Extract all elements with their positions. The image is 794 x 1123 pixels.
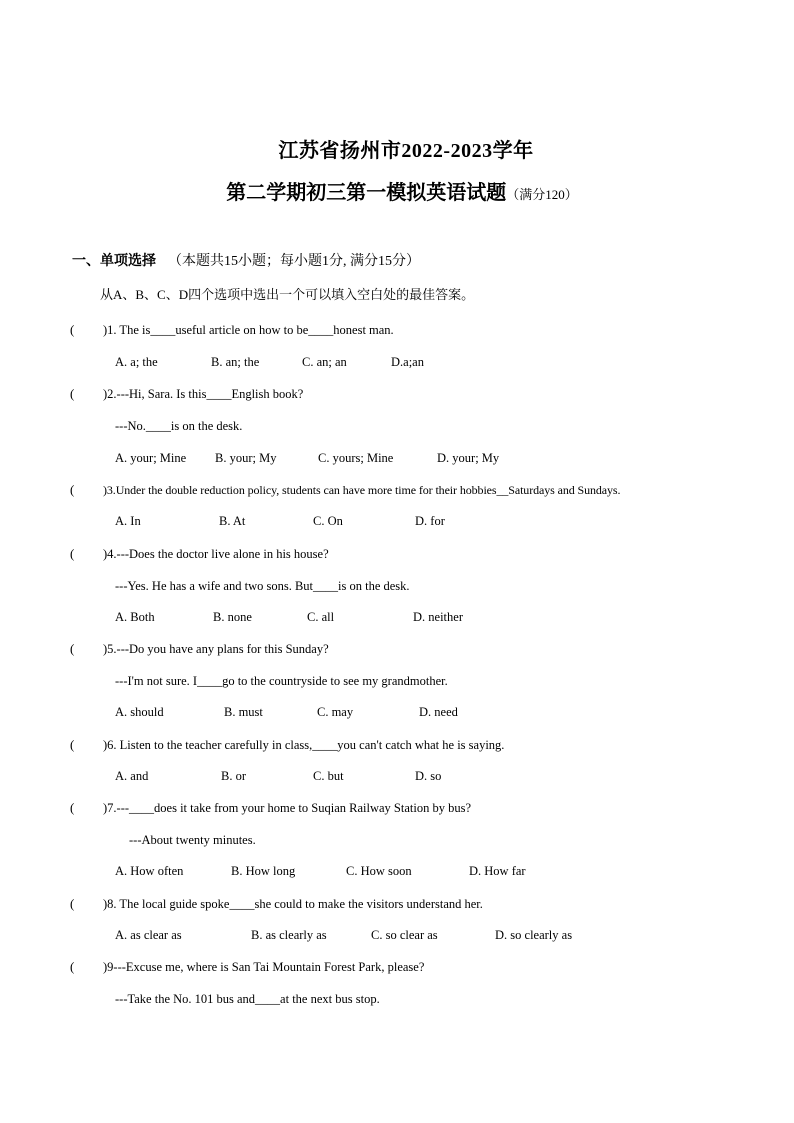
option-c: C. but	[313, 769, 344, 783]
option-b: B. must	[224, 705, 263, 719]
answer-paren: (	[70, 959, 75, 974]
option-b: B. At	[219, 514, 246, 528]
answer-paren: (	[70, 386, 75, 401]
question-reply: ---I'm not sure. I____go to the countryside to see my grandmother.	[115, 674, 448, 688]
option-c: C. so clear as	[371, 928, 438, 942]
exam-subtitle	[0, 176, 794, 205]
option-b: B. How long	[231, 864, 296, 878]
option-d: D.a;an	[391, 355, 424, 369]
section-heading: 一、单项选择	[72, 254, 156, 269]
answer-paren: (	[70, 896, 75, 911]
question-stem: )1. The is____useful article on how to be____honest man.	[103, 323, 394, 337]
question-stem: )3.Under the double reduction policy, students can have more time for their hobbies__Saturdays and Sundays.	[103, 483, 621, 497]
option-a: A. a; the	[115, 355, 158, 369]
exam-title: 江苏省扬州市2022-2023学年	[278, 140, 534, 162]
option-b: B. your; My	[215, 451, 277, 465]
option-b: B. none	[213, 610, 252, 624]
question-reply: ---No.____is on the desk.	[115, 419, 243, 433]
section-header	[72, 250, 420, 270]
option-a: A. In	[115, 514, 141, 528]
option-c: C. an; an	[302, 355, 347, 369]
exam-subtitle-text: 第二学期初三第一模拟英语试题	[226, 182, 507, 204]
question-reply: ---About twenty minutes.	[129, 833, 256, 847]
answer-paren: (	[70, 800, 75, 815]
question-stem: )9---Excuse me, where is San Tai Mountain Forest Park, please?	[103, 960, 425, 974]
option-d: D. neither	[413, 610, 463, 624]
question-stem: )5.---Do you have any plans for this Sunday?	[103, 642, 329, 656]
option-c: C. On	[313, 514, 343, 528]
option-b: B. or	[221, 769, 246, 783]
answer-paren: (	[70, 641, 75, 656]
option-d: D. so	[415, 769, 442, 783]
option-d: D. so clearly as	[495, 928, 573, 942]
option-b: B. an; the	[211, 355, 260, 369]
option-d: D. for	[415, 514, 445, 528]
option-b: B. as clearly as	[251, 928, 327, 942]
answer-paren: (	[70, 322, 75, 337]
answer-paren: (	[70, 737, 75, 752]
option-a: A. should	[115, 705, 164, 719]
option-d: D. your; My	[437, 451, 500, 465]
answer-paren: (	[70, 546, 75, 561]
option-a: A. as clear as	[115, 928, 182, 942]
question-stem: )7.---____does it take from your home to Suqian Railway Station by bus?	[103, 801, 471, 815]
option-a: A. Both	[115, 610, 155, 624]
question-stem: )8. The local guide spoke____she could to make the visitors understand her.	[103, 897, 483, 911]
option-a: A. and	[115, 769, 149, 783]
option-c: C. How soon	[346, 864, 412, 878]
option-c: C. yours; Mine	[318, 451, 394, 465]
question-reply: ---Take the No. 101 bus and____at the next bus stop.	[115, 992, 380, 1006]
option-a: A. your; Mine	[115, 451, 187, 465]
question-stem: )2.---Hi, Sara. Is this____English book?	[103, 387, 304, 401]
question-stem: )4.---Does the doctor live alone in his house?	[103, 547, 329, 561]
section-instruction: 从A、B、C、D四个选项中选出一个可以填入空白处的最佳答案。	[100, 287, 475, 302]
score-note: （满分120）	[506, 187, 578, 202]
option-c: C. all	[307, 610, 335, 624]
option-c: C. may	[317, 705, 354, 719]
question-stem: )6. Listen to the teacher carefully in class,____you can't catch what he is saying.	[103, 738, 505, 752]
option-d: D. need	[419, 705, 458, 719]
option-a: A. How often	[115, 864, 184, 878]
question-reply: ---Yes. He has a wife and two sons. But____is on the desk.	[115, 579, 410, 593]
option-d: D. How far	[469, 864, 526, 878]
answer-paren: (	[70, 482, 75, 497]
section-note: （本题共15小题；每小题1分, 满分15分）	[168, 254, 420, 269]
